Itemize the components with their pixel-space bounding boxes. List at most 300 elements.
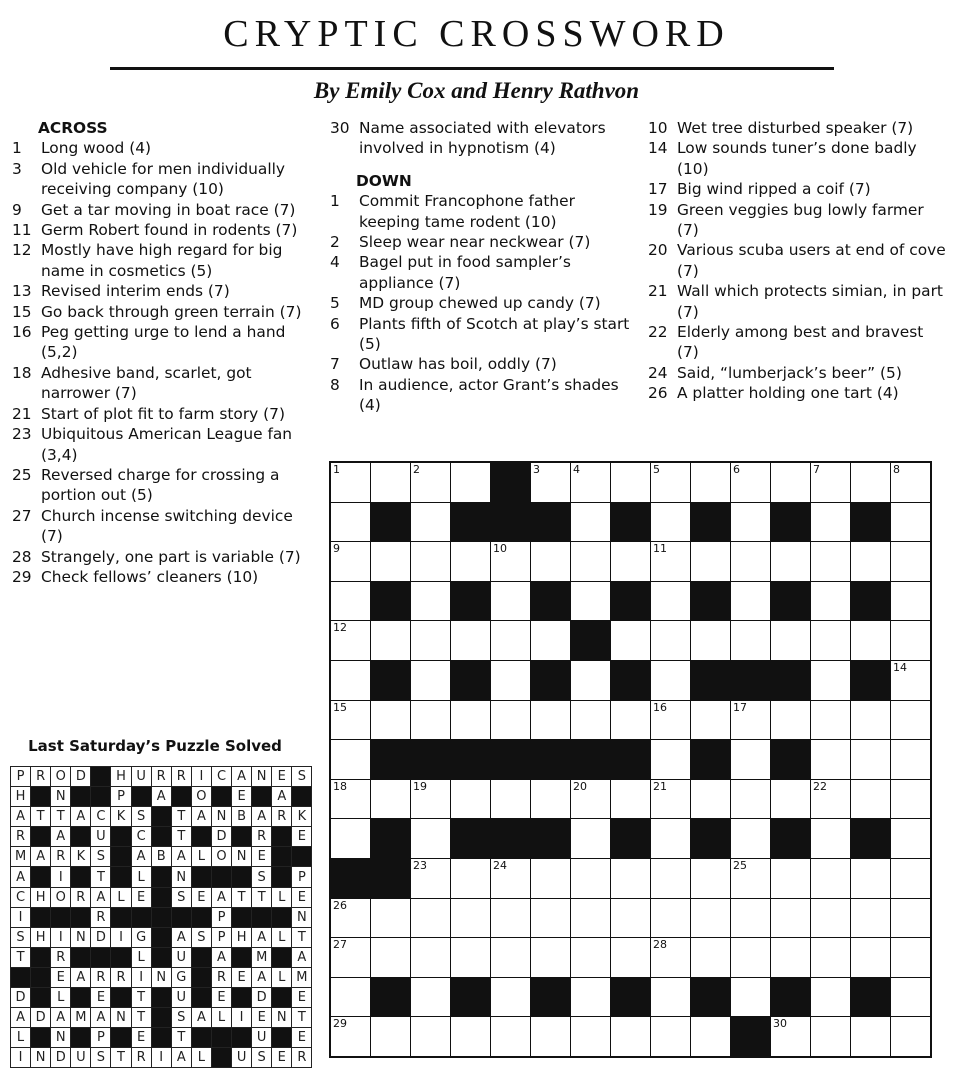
- grid-cell[interactable]: [651, 978, 690, 1017]
- grid-cell[interactable]: [611, 542, 650, 581]
- grid-cell[interactable]: [811, 899, 850, 938]
- solved-letter-cell: R: [31, 767, 50, 786]
- grid-cell[interactable]: [731, 978, 770, 1017]
- grid-cell[interactable]: [811, 978, 850, 1017]
- grid-cell[interactable]: [611, 780, 650, 819]
- solved-black-square: [232, 988, 251, 1007]
- grid-cell[interactable]: [571, 859, 610, 898]
- solved-puzzle-title: Last Saturday’s Puzzle Solved: [28, 737, 282, 755]
- solved-letter-cell: L: [192, 847, 211, 866]
- grid-cell[interactable]: [691, 701, 730, 740]
- solved-letter-cell: S: [132, 807, 151, 826]
- solved-letter-cell: L: [272, 888, 291, 907]
- grid-cell[interactable]: [811, 740, 850, 779]
- grid-cell[interactable]: [771, 859, 810, 898]
- grid-cell[interactable]: [411, 1017, 450, 1056]
- black-square: [531, 819, 570, 858]
- grid-cell[interactable]: [811, 621, 850, 660]
- grid-cell[interactable]: [411, 542, 450, 581]
- grid-cell[interactable]: [891, 780, 930, 819]
- grid-cell[interactable]: [651, 819, 690, 858]
- clue-text: Church incense switching device (7): [41, 506, 293, 546]
- grid-cell[interactable]: [451, 542, 490, 581]
- grid-cell[interactable]: [531, 621, 570, 660]
- grid-cell[interactable]: [571, 780, 610, 819]
- solved-letter-cell: A: [132, 847, 151, 866]
- grid-cell[interactable]: [451, 938, 490, 977]
- grid-cell[interactable]: [891, 859, 930, 898]
- down-clue-21: [648, 281, 948, 322]
- grid-cell[interactable]: [851, 780, 890, 819]
- clue-number: 26: [648, 384, 668, 403]
- black-square: [691, 740, 730, 779]
- black-square: [371, 859, 410, 898]
- grid-cell[interactable]: [811, 701, 850, 740]
- black-square: [851, 978, 890, 1017]
- clue-text: Wet tree disturbed speaker (7): [677, 119, 914, 137]
- grid-cell[interactable]: [771, 701, 810, 740]
- grid-cell[interactable]: [651, 899, 690, 938]
- grid-cell[interactable]: [611, 621, 650, 660]
- cell-number: 25: [733, 858, 747, 872]
- grid-cell[interactable]: [851, 621, 890, 660]
- black-square: [451, 661, 490, 700]
- grid-cell[interactable]: [371, 542, 410, 581]
- grid-cell[interactable]: [451, 621, 490, 660]
- grid-cell[interactable]: [371, 463, 410, 502]
- black-square: [731, 661, 770, 700]
- solved-letter-cell: I: [192, 767, 211, 786]
- cell-number: 2: [413, 463, 420, 476]
- solved-letter-cell: R: [152, 767, 171, 786]
- grid-cell[interactable]: [811, 503, 850, 542]
- cell-number: 30: [773, 1017, 787, 1031]
- grid-cell[interactable]: [611, 1017, 650, 1056]
- grid-cell[interactable]: [691, 859, 730, 898]
- grid-cell[interactable]: [891, 938, 930, 977]
- grid-cell[interactable]: [651, 621, 690, 660]
- grid-cell[interactable]: [651, 701, 690, 740]
- grid-cell[interactable]: [531, 859, 570, 898]
- grid-cell[interactable]: [571, 582, 610, 621]
- grid-cell[interactable]: [651, 463, 690, 502]
- clue-column-1: [12, 118, 312, 587]
- grid-cell[interactable]: [891, 899, 930, 938]
- grid-cell[interactable]: [731, 780, 770, 819]
- solved-letter-cell: N: [51, 1028, 70, 1047]
- grid-cell[interactable]: [371, 899, 410, 938]
- black-square: [691, 582, 730, 621]
- grid-cell[interactable]: [571, 661, 610, 700]
- down-clue-list: [330, 191, 630, 415]
- grid-cell[interactable]: [731, 542, 770, 581]
- solved-letter-cell: A: [172, 847, 191, 866]
- solved-letter-cell: H: [232, 928, 251, 947]
- solved-letter-cell: G: [172, 968, 191, 987]
- grid-cell[interactable]: [651, 1017, 690, 1056]
- black-square: [531, 582, 570, 621]
- grid-cell[interactable]: [411, 978, 450, 1017]
- grid-cell[interactable]: [611, 899, 650, 938]
- grid-cell[interactable]: [851, 542, 890, 581]
- solved-letter-cell: E: [192, 888, 211, 907]
- clue-text: A platter holding one tart (4): [677, 384, 899, 403]
- grid-cell[interactable]: [651, 780, 690, 819]
- grid-cell[interactable]: [531, 899, 570, 938]
- clue-text: Revised interim ends (7): [41, 282, 230, 301]
- clue-text: Big wind ripped a coif (7): [677, 180, 871, 199]
- solved-letter-cell: E: [252, 1008, 271, 1027]
- solved-letter-cell: T: [172, 1028, 191, 1047]
- grid-cell[interactable]: [731, 938, 770, 977]
- solved-letter-cell: E: [132, 888, 151, 907]
- grid-cell[interactable]: [891, 582, 930, 621]
- grid-cell[interactable]: [411, 899, 450, 938]
- grid-cell[interactable]: [331, 740, 370, 779]
- grid-cell[interactable]: [371, 780, 410, 819]
- black-square: [611, 978, 650, 1017]
- solved-black-square: [212, 787, 231, 806]
- solved-letter-cell: D: [11, 988, 30, 1007]
- black-square: [691, 978, 730, 1017]
- solved-letter-cell: S: [172, 888, 191, 907]
- grid-cell[interactable]: [491, 661, 530, 700]
- solved-letter-cell: L: [212, 1008, 231, 1027]
- solved-letter-cell: K: [292, 807, 311, 826]
- clue-number: 16: [12, 323, 32, 342]
- cell-number: 1: [333, 463, 340, 476]
- black-square: [371, 978, 410, 1017]
- clue-text: Reversed charge for crossing a portion out (5): [41, 465, 280, 505]
- grid-cell[interactable]: [731, 701, 770, 740]
- black-square: [371, 582, 410, 621]
- grid-cell[interactable]: [531, 1017, 570, 1056]
- grid-cell[interactable]: [851, 740, 890, 779]
- cell-number: 14: [893, 660, 907, 674]
- solved-letter-cell: M: [11, 847, 30, 866]
- grid-cell[interactable]: [571, 978, 610, 1017]
- solved-black-square: [212, 867, 231, 886]
- clue-text: Outlaw has boil, oddly (7): [359, 355, 557, 374]
- down-clue-6: [330, 314, 630, 355]
- grid-cell[interactable]: [411, 859, 450, 898]
- grid-cell[interactable]: [651, 582, 690, 621]
- across-clue-list-continued: [330, 118, 630, 159]
- grid-cell[interactable]: [371, 938, 410, 977]
- solved-letter-cell: E: [232, 787, 251, 806]
- grid-cell[interactable]: [451, 463, 490, 502]
- grid-cell[interactable]: [731, 859, 770, 898]
- clue-text: Sleep wear near neckwear (7): [359, 233, 591, 252]
- solved-black-square: [91, 787, 110, 806]
- grid-cell[interactable]: [891, 1017, 930, 1056]
- grid-cell[interactable]: [491, 542, 530, 581]
- grid-cell[interactable]: [731, 463, 770, 502]
- grid-cell[interactable]: [811, 463, 850, 502]
- solved-letter-cell: D: [252, 988, 271, 1007]
- grid-cell[interactable]: [451, 780, 490, 819]
- grid-cell[interactable]: [731, 819, 770, 858]
- clue-text: Strangely, one part is variable (7): [41, 547, 301, 566]
- grid-cell[interactable]: [611, 701, 650, 740]
- grid-cell[interactable]: [651, 938, 690, 977]
- grid-cell[interactable]: [851, 701, 890, 740]
- grid-cell[interactable]: [571, 503, 610, 542]
- cell-number: 27: [333, 938, 347, 952]
- solved-black-square: [51, 908, 70, 927]
- grid-cell[interactable]: [651, 661, 690, 700]
- black-square: [771, 503, 810, 542]
- cell-number: 17: [733, 700, 747, 714]
- grid-cell[interactable]: [771, 899, 810, 938]
- grid-cell[interactable]: [531, 780, 570, 819]
- solved-letter-cell: S: [91, 1048, 110, 1067]
- grid-cell[interactable]: [411, 701, 450, 740]
- grid-cell[interactable]: [771, 938, 810, 977]
- clue-column-2: [330, 118, 630, 416]
- grid-cell[interactable]: [331, 780, 370, 819]
- grid-cell[interactable]: [811, 661, 850, 700]
- solved-letter-cell: H: [31, 928, 50, 947]
- solved-letter-cell: A: [172, 928, 191, 947]
- grid-cell[interactable]: [491, 582, 530, 621]
- grid-cell[interactable]: [691, 621, 730, 660]
- black-square: [531, 661, 570, 700]
- cell-number: 10: [493, 542, 507, 556]
- grid-cell[interactable]: [611, 463, 650, 502]
- grid-cell[interactable]: [571, 542, 610, 581]
- grid-cell[interactable]: [851, 859, 890, 898]
- grid-cell[interactable]: [331, 503, 370, 542]
- solved-letter-cell: A: [91, 1008, 110, 1027]
- solved-black-square: [71, 1028, 90, 1047]
- grid-cell[interactable]: [811, 542, 850, 581]
- grid-cell[interactable]: [331, 542, 370, 581]
- solved-letter-cell: P: [212, 908, 231, 927]
- solved-letter-cell: U: [232, 1048, 251, 1067]
- solved-letter-cell: P: [212, 928, 231, 947]
- down-clue-8: [330, 375, 630, 416]
- grid-cell[interactable]: [651, 740, 690, 779]
- solved-black-square: [31, 968, 50, 987]
- grid-cell[interactable]: [331, 938, 370, 977]
- solved-black-square: [272, 1028, 291, 1047]
- grid-cell[interactable]: [891, 661, 930, 700]
- grid-cell[interactable]: [531, 463, 570, 502]
- solved-letter-cell: A: [11, 807, 30, 826]
- grid-cell[interactable]: [531, 701, 570, 740]
- clue-text: Long wood (4): [41, 139, 152, 158]
- grid-cell[interactable]: [731, 503, 770, 542]
- black-square: [491, 740, 530, 779]
- solved-letter-cell: R: [212, 968, 231, 987]
- grid-cell[interactable]: [691, 1017, 730, 1056]
- grid-cell[interactable]: [411, 463, 450, 502]
- grid-cell[interactable]: [811, 938, 850, 977]
- grid-cell[interactable]: [891, 621, 930, 660]
- grid-cell[interactable]: [331, 899, 370, 938]
- grid-cell[interactable]: [771, 542, 810, 581]
- grid-cell[interactable]: [371, 701, 410, 740]
- grid-cell[interactable]: [531, 938, 570, 977]
- grid-cell[interactable]: [891, 819, 930, 858]
- clue-number: 10: [648, 119, 668, 137]
- grid-cell[interactable]: [331, 701, 370, 740]
- grid-cell[interactable]: [491, 1017, 530, 1056]
- grid-cell[interactable]: [531, 542, 570, 581]
- grid-cell[interactable]: [891, 503, 930, 542]
- solved-letter-cell: U: [91, 827, 110, 846]
- black-square: [371, 819, 410, 858]
- grid-cell[interactable]: [891, 542, 930, 581]
- grid-cell[interactable]: [811, 780, 850, 819]
- solved-letter-cell: T: [11, 948, 30, 967]
- grid-cell[interactable]: [411, 819, 450, 858]
- grid-cell[interactable]: [651, 542, 690, 581]
- grid-cell[interactable]: [771, 463, 810, 502]
- solved-letter-cell: T: [132, 988, 151, 1007]
- down-clue-2: [330, 232, 630, 252]
- grid-cell[interactable]: [891, 978, 930, 1017]
- solved-letter-cell: I: [152, 1048, 171, 1067]
- grid-cell[interactable]: [491, 899, 530, 938]
- solved-letter-cell: D: [51, 1048, 70, 1067]
- grid-cell[interactable]: [771, 780, 810, 819]
- solved-letter-cell: N: [232, 847, 251, 866]
- grid-cell[interactable]: [571, 1017, 610, 1056]
- solved-letter-cell: S: [252, 1048, 271, 1067]
- grid-cell[interactable]: [731, 740, 770, 779]
- clue-column-3: [648, 118, 948, 404]
- down-clue-26: [648, 383, 948, 403]
- grid-cell[interactable]: [371, 621, 410, 660]
- solved-black-square: [111, 867, 130, 886]
- solved-letter-cell: R: [11, 827, 30, 846]
- solved-black-square: [192, 827, 211, 846]
- grid-cell[interactable]: [811, 859, 850, 898]
- grid-cell[interactable]: [571, 819, 610, 858]
- grid-cell[interactable]: [411, 621, 450, 660]
- grid-cell[interactable]: [851, 463, 890, 502]
- grid-cell[interactable]: [691, 780, 730, 819]
- grid-cell[interactable]: [331, 621, 370, 660]
- solved-letter-cell: M: [292, 968, 311, 987]
- solved-letter-cell: S: [172, 1008, 191, 1027]
- grid-cell[interactable]: [331, 661, 370, 700]
- black-square: [611, 503, 650, 542]
- grid-cell[interactable]: [851, 938, 890, 977]
- solved-letter-cell: O: [212, 847, 231, 866]
- grid-cell[interactable]: [891, 463, 930, 502]
- solved-black-square: [111, 948, 130, 967]
- solved-letter-cell: B: [152, 847, 171, 866]
- solved-black-square: [192, 948, 211, 967]
- solved-black-square: [292, 787, 311, 806]
- clue-number: 21: [648, 282, 668, 301]
- solved-letter-cell: A: [11, 1008, 30, 1027]
- grid-cell[interactable]: [651, 503, 690, 542]
- grid-cell[interactable]: [731, 621, 770, 660]
- solved-letter-cell: R: [51, 948, 70, 967]
- grid-cell[interactable]: [491, 621, 530, 660]
- solved-black-square: [272, 847, 291, 866]
- grid-cell[interactable]: [731, 899, 770, 938]
- grid-cell[interactable]: [851, 1017, 890, 1056]
- solved-black-square: [192, 867, 211, 886]
- grid-cell[interactable]: [491, 701, 530, 740]
- grid-cell[interactable]: [691, 463, 730, 502]
- grid-cell[interactable]: [571, 701, 610, 740]
- grid-cell[interactable]: [571, 938, 610, 977]
- grid-cell[interactable]: [891, 740, 930, 779]
- grid-cell[interactable]: [331, 1017, 370, 1056]
- clue-text: Elderly among best and bravest (7): [677, 323, 924, 362]
- grid-cell[interactable]: [771, 621, 810, 660]
- grid-cell[interactable]: [691, 938, 730, 977]
- grid-cell[interactable]: [451, 701, 490, 740]
- grid-cell[interactable]: [571, 899, 610, 938]
- grid-cell[interactable]: [811, 819, 850, 858]
- grid-cell[interactable]: [611, 859, 650, 898]
- grid-cell[interactable]: [411, 582, 450, 621]
- grid-cell[interactable]: [451, 1017, 490, 1056]
- grid-cell[interactable]: [411, 938, 450, 977]
- clue-number: 23: [12, 425, 32, 444]
- grid-cell[interactable]: [331, 463, 370, 502]
- grid-cell[interactable]: [331, 819, 370, 858]
- grid-cell[interactable]: [491, 978, 530, 1017]
- solved-black-square: [252, 787, 271, 806]
- black-square: [451, 582, 490, 621]
- grid-cell[interactable]: [771, 1017, 810, 1056]
- byline: By Emily Cox and Henry Rathvon: [313, 78, 640, 103]
- grid-cell[interactable]: [491, 780, 530, 819]
- crossword-grid[interactable]: [329, 461, 932, 1058]
- grid-cell[interactable]: [331, 978, 370, 1017]
- grid-cell[interactable]: [611, 938, 650, 977]
- grid-cell[interactable]: [851, 899, 890, 938]
- cell-number: 18: [333, 779, 347, 793]
- solved-letter-cell: E: [132, 1028, 151, 1047]
- grid-cell[interactable]: [691, 542, 730, 581]
- grid-cell[interactable]: [451, 859, 490, 898]
- across-clue-18: [12, 363, 312, 404]
- grid-cell[interactable]: [811, 582, 850, 621]
- solved-letter-cell: A: [192, 807, 211, 826]
- grid-cell[interactable]: [411, 780, 450, 819]
- grid-cell[interactable]: [651, 859, 690, 898]
- grid-cell[interactable]: [731, 582, 770, 621]
- grid-cell[interactable]: [811, 1017, 850, 1056]
- grid-cell[interactable]: [331, 582, 370, 621]
- grid-cell[interactable]: [451, 899, 490, 938]
- cell-number: 22: [813, 779, 827, 793]
- grid-cell[interactable]: [891, 701, 930, 740]
- solved-letter-cell: N: [172, 867, 191, 886]
- solved-letter-cell: L: [11, 1028, 30, 1047]
- grid-cell[interactable]: [371, 1017, 410, 1056]
- clue-number: 29: [12, 567, 32, 586]
- cell-number: 5: [653, 463, 660, 476]
- grid-cell[interactable]: [491, 859, 530, 898]
- black-square: [331, 859, 370, 898]
- grid-cell[interactable]: [691, 899, 730, 938]
- grid-cell[interactable]: [491, 938, 530, 977]
- grid-cell[interactable]: [571, 463, 610, 502]
- grid-cell[interactable]: [411, 661, 450, 700]
- grid-cell[interactable]: [411, 503, 450, 542]
- solved-letter-cell: A: [232, 767, 251, 786]
